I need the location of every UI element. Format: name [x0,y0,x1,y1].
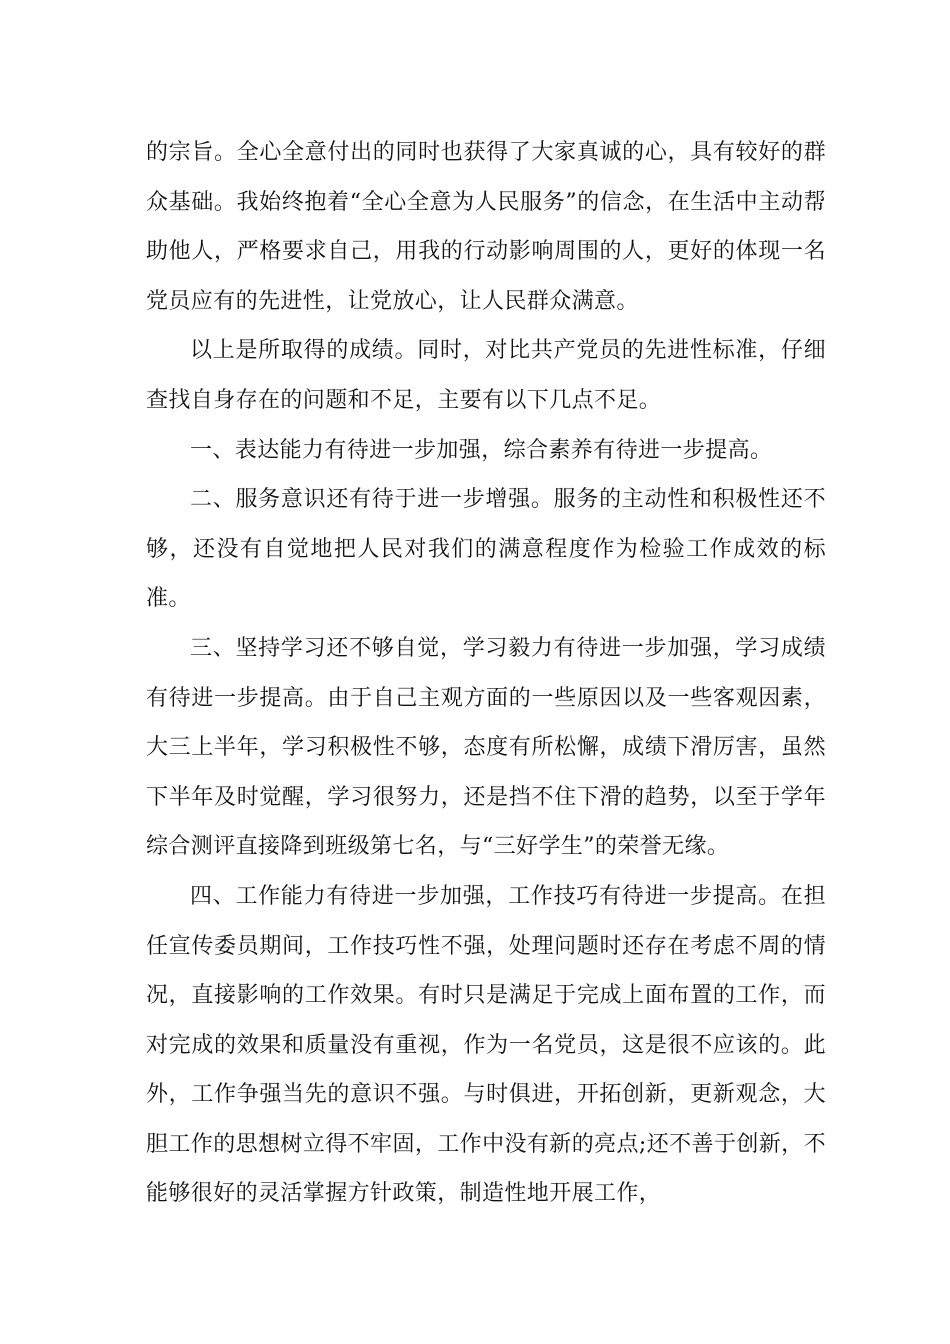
paragraph-1: 的宗旨。全心全意付出的同时也获得了大家真诚的心，具有较好的群众基础。我始终抱着“全心全意为人民服务”的信念，在生活中主动帮助他人，严格要求自己，用我的行动影响周围的人，更好的体现一名党员应有的先进性，让党放心，让人民群众满意。 [146,140,826,314]
paragraph-2: 以上是所取得的成绩。同时，对比共产党员的先进性标准，仔细查找自身存在的问题和不足，主要有以下几点不足。 [146,338,826,413]
paragraph-3: 一、表达能力有待进一步加强，综合素养有待进一步提高。 [190,437,773,463]
paragraph-6: 四、工作能力有待进一步加强，工作技巧有待进一步提高。在担任宣传委员期间，工作技巧性不强，处理问题时还存在考虑不周的情况，直接影响的工作效果。有时只是满足于完成上面布置的工作，而对完成的效果和质量没有重视，作为一名党员，这是很不应该的。此外，工作争强当先的意识不强。与时俱进，开拓创新，更新观念，大胆工作的思想树立得不牢固，工作中没有新的亮点;还不善于创新，不能够很好的灵活掌握方针政策，制造性地开展工作， [146,883,826,1207]
paragraph-5: 三、坚持学习还不够自觉，学习毅力有待进一步加强，学习成绩有待进一步提高。由于自己主观方面的一些原因以及一些客观因素，大三上半年，学习积极性不够，态度有所松懈，成绩下滑厉害，虽然下半年及时觉醒，学习很努力，还是挡不住下滑的趋势，以至于学年综合测评直接降到班级第七名，与“三好学生”的荣誉无缘。 [146,635,826,860]
document-body [146,128,826,1219]
paragraph-4: 二、服务意识还有待于进一步增强。服务的主动性和积极性还不够，还没有自觉地把人民对我们的满意程度作为检验工作成效的标准。 [146,487,826,612]
